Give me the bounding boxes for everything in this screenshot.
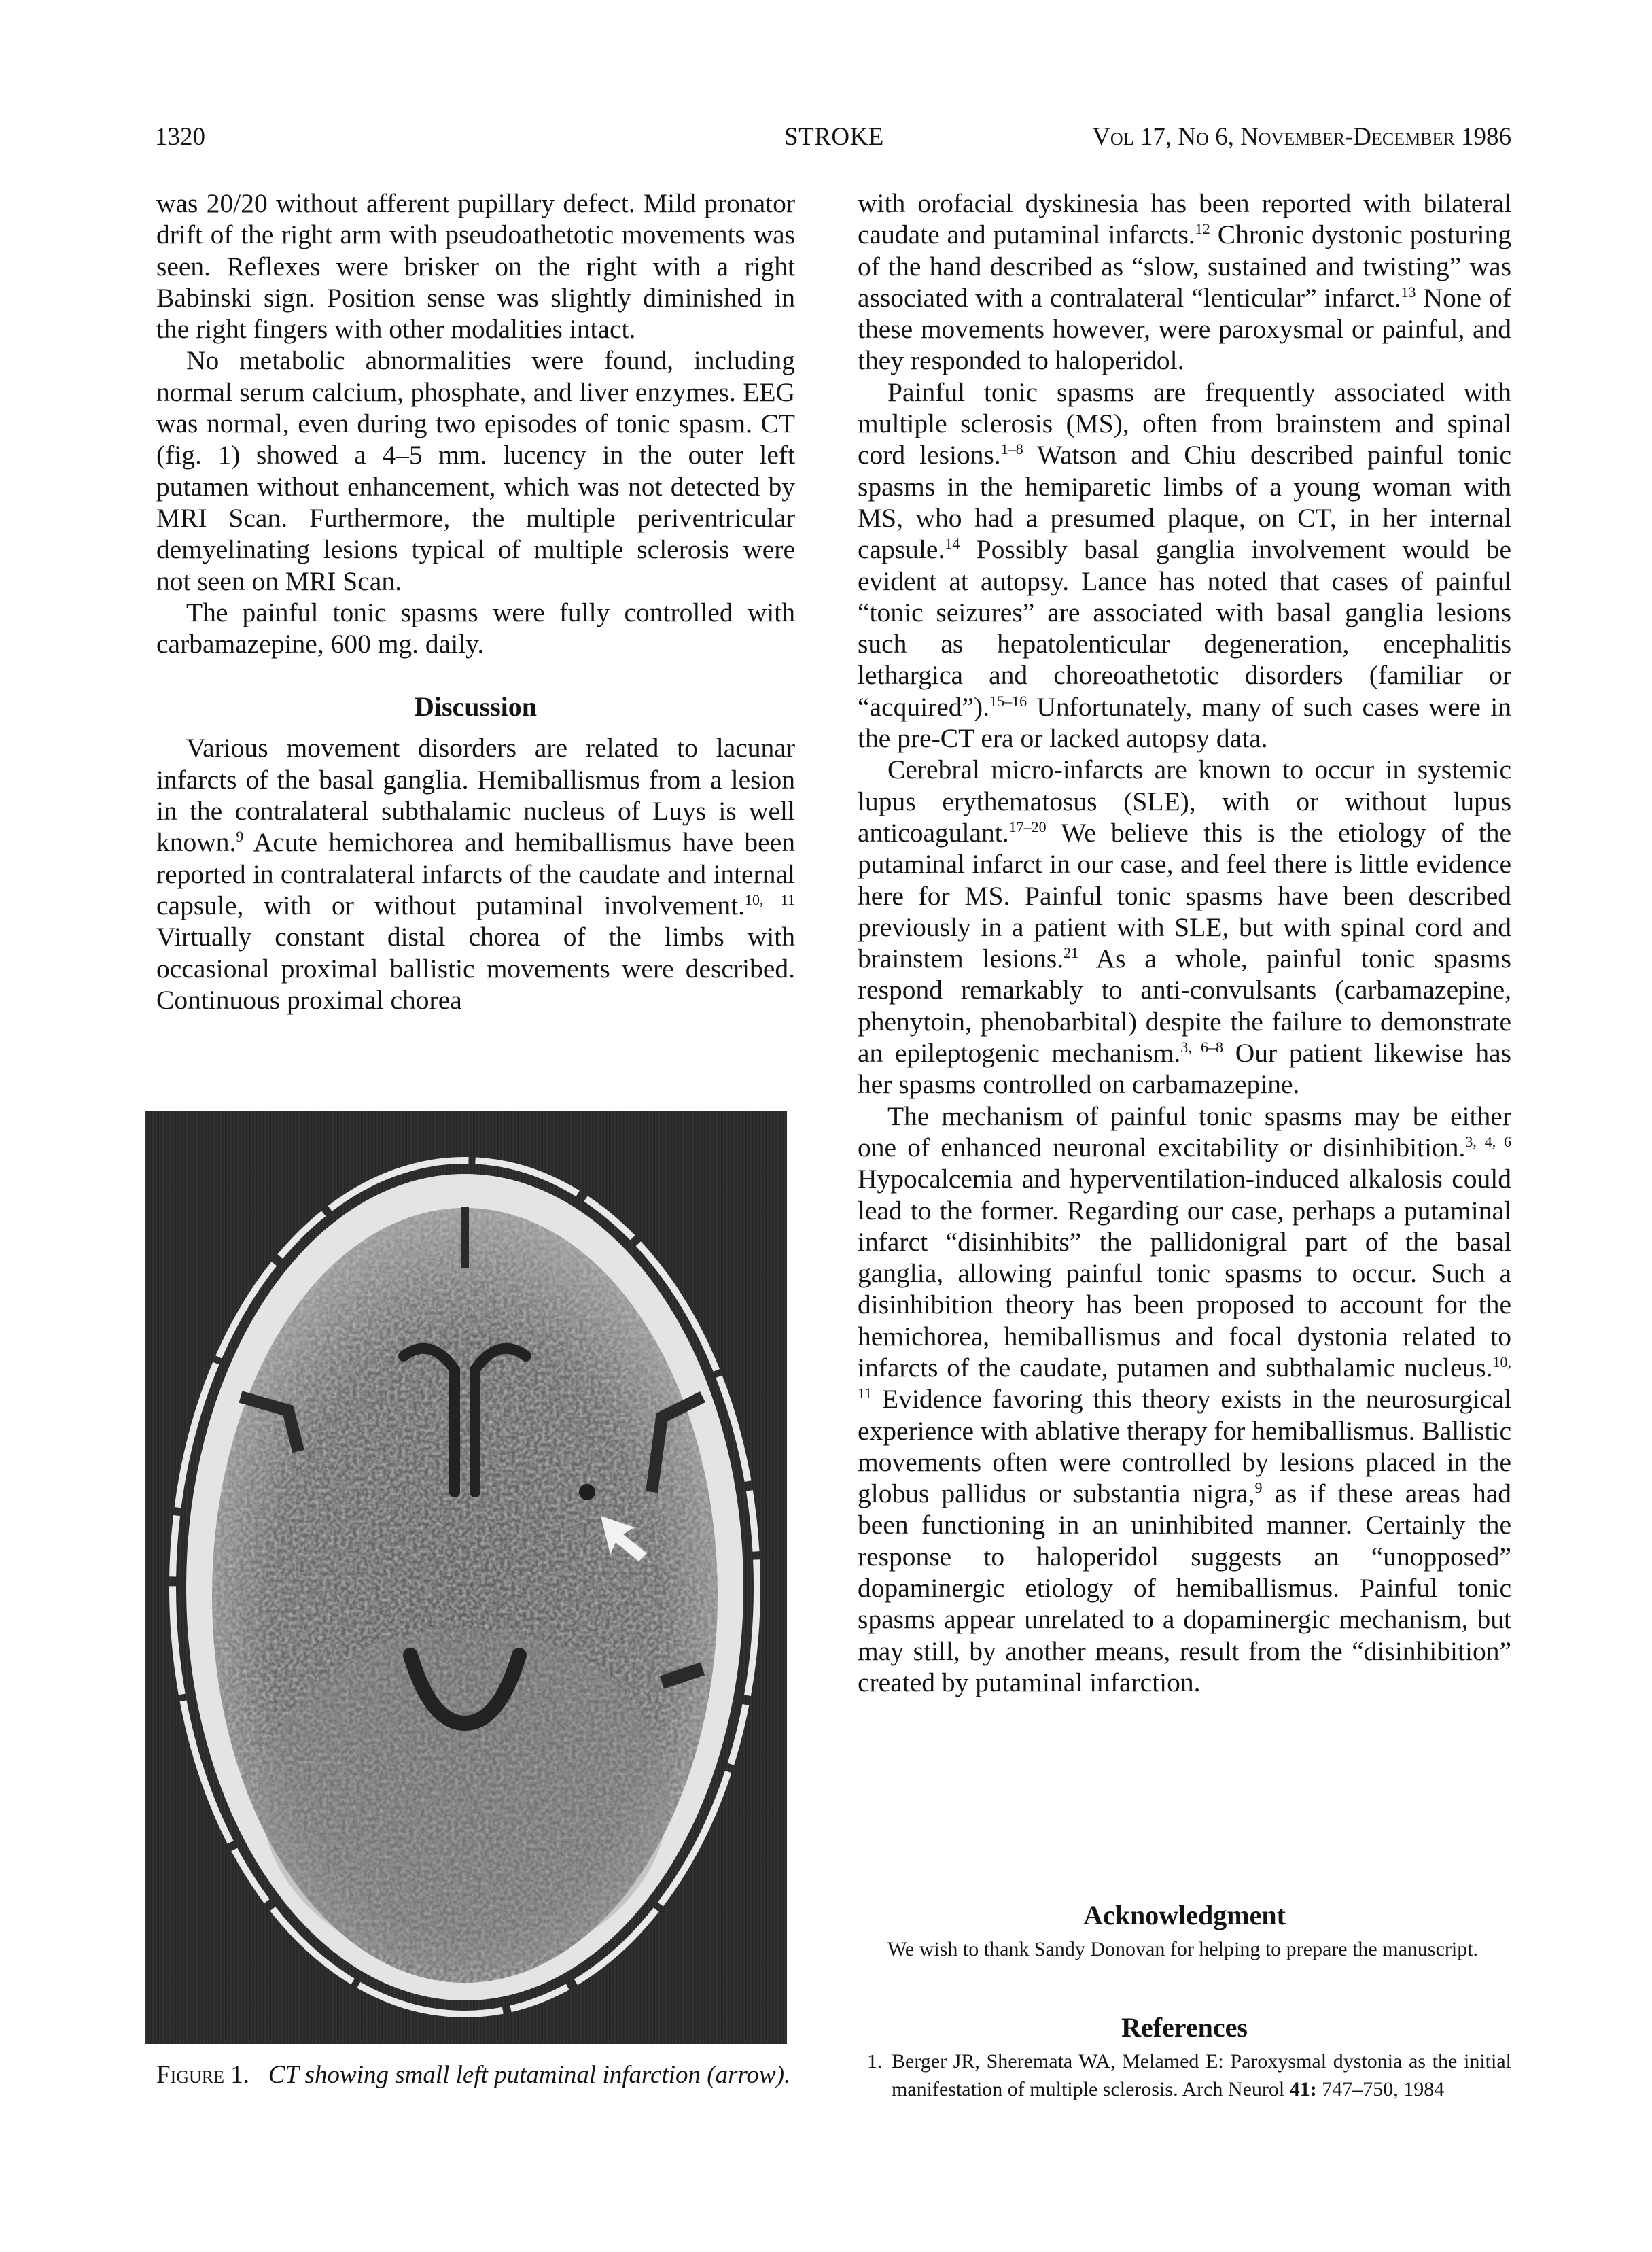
citation-superscript: 1–8 xyxy=(1000,440,1023,458)
citation-superscript: 9 xyxy=(1254,1479,1263,1497)
case-report-paragraphs xyxy=(156,188,795,659)
citation-superscript: 15–16 xyxy=(989,692,1027,710)
acknowledgment-section xyxy=(858,1900,1511,1963)
citation-superscript: 3, 6–8 xyxy=(1180,1039,1224,1056)
citation-superscript: 13 xyxy=(1401,283,1416,300)
body-paragraph: The mechanism of painful tonic spasms may be either one of enhanced neuronal excitability or disinhibition.$^{3, 4, 6}$ Hypocalcemia and hyperventilation-induced alkalosis could lead to the former. Regarding our case, perhaps a putaminal infarct “disinhibits” the pallidonigral part of the basal ganglia, allowing painful tonic spasms to occur. Such a disinhibition theory has been proposed to account for the hemichorea, hemiballismus and focal dystonia related to infarcts of the caudate, putamen and subthalamic nucleus.$^{10, 11}$ Evidence favoring this theory exists in the neurosurgical experience with ablative therapy for hemiballismus. Ballistic movements often were controlled by lesions placed in the globus pallidus or substantia nigra,$^9$ as if these areas had been functioning in an uninhibited manner. Certainly the response to haloperidol suggests an “unopposed” dopaminergic etiology of hemiballismus. Painful tonic spasms appear unrelated to a dopaminergic mechanism, but may still, by another means, result from the “disinhibition” created by putaminal infarction. xyxy=(858,1101,1511,1697)
reference-number: 1. xyxy=(867,2050,883,2073)
citation-superscript: 12 xyxy=(1195,220,1210,238)
left-column xyxy=(156,188,795,1016)
citation-superscript: 3, 4, 6 xyxy=(1465,1132,1511,1150)
body-paragraph: Painful tonic spasms are frequently associated with multiple sclerosis (MS), often from brainstem and spinal cord lesions.$^{1-8}$ Watson and Chiu described painful tonic spasms in the hemiparetic limbs of a young woman with MS, who had a presumed plaque, on CT, in her internal capsule.$^{14}$ Possibly basal ganglia involvement would be evident at autopsy. Lance has noted that cases of painful “tonic seizures” are associated with basal ganglia lesions such as hepatolenticular degeneration, encephalitis lethargica and choreoathetotic disorders (familiar or “acquired”).$^{15-16}$ Unfortunately, many of such cases were in the pre-CT era or lacked autopsy data. xyxy=(858,377,1511,754)
references-heading: References xyxy=(1121,2012,1248,2043)
acknowledgment-heading: Acknowledgment xyxy=(1083,1900,1286,1930)
journal-title: STROKE xyxy=(784,123,884,151)
reference-item xyxy=(858,2047,1511,2103)
body-paragraph: was 20/20 without afferent pupillary defect. Mild pronator drift of the right arm with pseudoathetotic movements was seen. Reflexes were brisker on the right with a right Babinski sign. Position sense was slightly diminished in the right fingers with other modalities intact. xyxy=(156,188,795,345)
references-section xyxy=(858,2012,1511,2103)
running-header xyxy=(155,117,1511,158)
right-column xyxy=(858,188,1511,1698)
body-paragraph: Various movement disorders are related to lacunar infarcts of the basal ganglia. Hemiballismus from a lesion in the contralateral subthalamic nucleus of Luys is well known.$^9$ Acute hemichorea and hemiballismus have been reported in contralateral infarcts of the caudate and internal capsule, with or without putaminal involvement.$^{10, 11}$ Virtually constant distal chorea of the limbs with occasional proximal ballistic movements were described. Continuous proximal chorea xyxy=(156,733,795,1015)
figure-caption xyxy=(156,2060,795,2090)
citation-superscript: 10, 11 xyxy=(858,1353,1511,1402)
citation-superscript: 9 xyxy=(236,828,244,846)
figure-label: Figure 1. xyxy=(156,2061,250,2089)
discussion-continued-paragraphs xyxy=(858,188,1511,1698)
citation-superscript: 14 xyxy=(945,535,960,553)
body-paragraph: No metabolic abnormalities were found, including normal serum calcium, phosphate, and liver enzymes. EEG was normal, even during two episodes of tonic spasm. CT (fig. 1) showed a 4–5 mm. lucency in the outer left putamen without enhancement, which was not detected by MRI Scan. Furthermore, the multiple periventricular demyelinating lesions typical of multiple sclerosis were not seen on MRI Scan. xyxy=(156,345,795,596)
citation-superscript: 21 xyxy=(1064,944,1079,962)
body-paragraph: with orofacial dyskinesia has been reported with bilateral caudate and putaminal infarcts.$^{12}$ Chronic dystonic posturing of the hand described as “slow, sustained and twisting” was associated with a contralateral “lenticular” infarct.$^{13}$ None of these movements however, were paroxysmal or painful, and they responded to haloperidol. xyxy=(858,188,1511,376)
ct-scan-figure xyxy=(145,1111,787,2044)
discussion-heading: Discussion xyxy=(414,691,538,723)
acknowledgment-text: We wish to thank Sandy Donovan for helping to prepare the manuscript. xyxy=(887,1938,1479,1960)
volume-info: Vol 17, No 6, November-December 1986 xyxy=(1092,123,1511,151)
figure-caption-text: CT showing small left putaminal infarction (arrow). xyxy=(268,2061,791,2089)
reference-list xyxy=(858,2047,1511,2103)
body-paragraph: The painful tonic spasms were fully controlled with carbamazepine, 600 mg. daily. xyxy=(156,597,795,659)
reference-volume: 41: xyxy=(1289,2078,1317,2100)
page-number: 1320 xyxy=(155,123,205,151)
body-paragraph: Cerebral micro-infarcts are known to occur in systemic lupus erythematosus (SLE), with or without lupus anticoagulant.$^{17-20}$ We believe this is the etiology of the putaminal infarct in our case, and feel there is little evidence here for MS. Painful tonic spasms have been described previously in a patient with SLE, but with spinal cord and brainstem lesions.$^{21}$ As a whole, painful tonic spasms respond remarkably to anti-convulsants (carbamazepine, phenytoin, phenobarbital) despite the failure to demonstrate an epileptogenic mechanism.$^{3, 6-8}$ Our patient likewise has her spasms controlled on carbamazepine. xyxy=(858,755,1511,1100)
ct-scan-image xyxy=(145,1111,787,2044)
discussion-paragraphs xyxy=(156,732,795,1016)
citation-superscript: 10, 11 xyxy=(744,890,795,908)
reference-text: Berger JR, Sheremata WA, Melamed E: Paroxysmal dystonia as the initial manifestation of multiple sclerosis. Arch Neurol 41: 747–750, 1984 xyxy=(892,2050,1511,2100)
citation-superscript: 17–20 xyxy=(1008,818,1047,835)
